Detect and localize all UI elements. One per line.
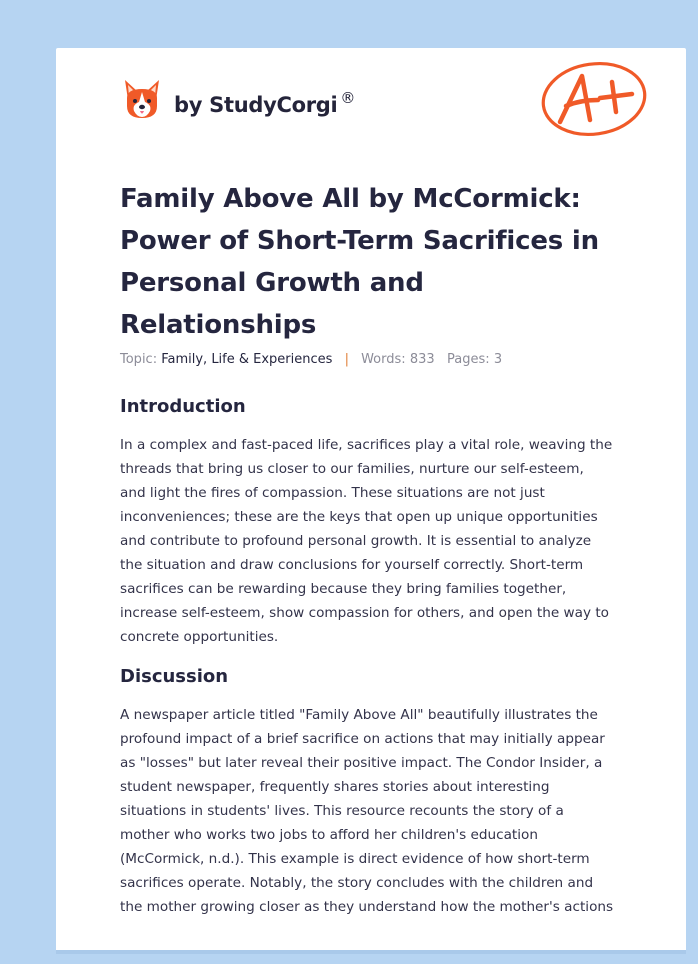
paragraph-line: increase self-esteem, show compassion for others, and open the way to <box>120 605 609 621</box>
document-meta <box>120 352 502 367</box>
title-line: Personal Growth and <box>120 268 424 298</box>
paragraph-line: concrete opportunities. <box>120 629 279 645</box>
paragraph-line: and light the fires of compassion. These situations are not just <box>120 485 545 501</box>
a-plus-grade-icon <box>538 60 650 140</box>
topic-link[interactable]: Family, Life & Experiences <box>161 352 333 367</box>
words-count: 833 <box>409 352 435 367</box>
meta-separator: | <box>344 352 349 367</box>
section-heading-discussion: Discussion <box>120 666 229 687</box>
discussion-paragraph <box>120 703 636 919</box>
title-line: Power of Short-Term Sacrifices in <box>120 226 599 256</box>
pages-label: Pages: <box>447 352 490 367</box>
paragraph-line: (McCormick, n.d.). This example is direct evidence of how short-term <box>120 851 590 867</box>
paragraph-line: and contribute to profound personal growth. It is essential to analyze <box>120 533 592 549</box>
paragraph-line: student newspaper, frequently shares stories about interesting <box>120 779 550 795</box>
document-title <box>120 178 640 346</box>
introduction-paragraph <box>120 433 636 649</box>
title-line: Family Above All by McCormick: <box>120 184 581 214</box>
paragraph-line: situations in students' lives. This resource recounts the story of a <box>120 803 564 819</box>
section-heading-introduction: Introduction <box>120 396 246 417</box>
paragraph-line: mother who works two jobs to afford her children's education <box>120 827 538 843</box>
brand-text: by StudyCorgi <box>174 93 338 117</box>
studycorgi-logo[interactable] <box>122 76 355 124</box>
paragraph-line: the situation and draw conclusions for yourself correctly. Short-term <box>120 557 584 573</box>
corgi-icon <box>122 78 162 122</box>
paragraph-line: the mother growing closer as they understand how the mother's actions <box>120 899 614 915</box>
paragraph-line: In a complex and fast-paced life, sacrifices play a vital role, weaving the <box>120 437 613 453</box>
brand-name <box>174 89 356 117</box>
paragraph-line: inconveniences; these are the keys that open up unique opportunities <box>120 509 598 525</box>
title-line: Relationships <box>120 310 317 340</box>
words-label: Words: <box>361 352 406 367</box>
pages-count: 3 <box>493 352 503 367</box>
document-page <box>56 48 686 952</box>
paragraph-line: sacrifices can be rewarding because they bring families together, <box>120 581 567 597</box>
paragraph-line: as "losses" but later reveal their positive impact. The Condor Insider, a <box>120 755 603 771</box>
paragraph-line: A newspaper article titled "Family Above All" beautifully illustrates the <box>120 707 598 723</box>
page-shadow <box>56 950 686 954</box>
topic-label: Topic: <box>120 352 158 367</box>
paragraph-line: threads that bring us closer to our families, nurture our self-esteem, <box>120 461 584 477</box>
paragraph-line: profound impact of a brief sacrifice on actions that may initially appear <box>120 731 605 747</box>
registered-mark: ® <box>340 89 356 107</box>
paragraph-line: sacrifices operate. Notably, the story concludes with the children and <box>120 875 594 891</box>
